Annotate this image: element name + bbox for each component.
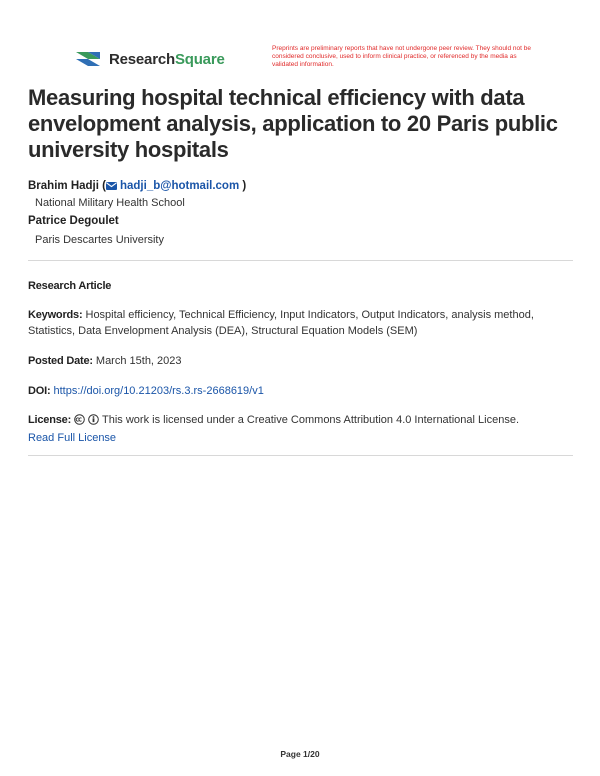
posted-date-value: March 15th, 2023 bbox=[95, 355, 182, 367]
author-1-email[interactable]: hadji_b@hotmail.com bbox=[119, 180, 240, 192]
posted-date-label: Posted Date: bbox=[28, 355, 93, 367]
logo-text-research: Research bbox=[109, 50, 175, 68]
attribution-icon bbox=[88, 414, 99, 430]
logo-text-square: Square bbox=[174, 50, 225, 68]
keywords-section bbox=[28, 307, 573, 339]
posted-date-section bbox=[28, 353, 573, 369]
article-type-label: Research Article bbox=[28, 280, 112, 292]
read-full-license-link[interactable]: Read Full License bbox=[28, 432, 117, 444]
doi-label: DOI: bbox=[28, 385, 51, 397]
license-text: This work is licensed under a Creative Commons Attribution 4.0 International License. bbox=[102, 414, 520, 426]
paper-title: Measuring hospital technical efficiency with data envelopment analysis, application to 20 Paris public university hospitals bbox=[28, 85, 558, 162]
email-icon bbox=[106, 181, 117, 193]
author-1-name: Brahim Hadji bbox=[28, 180, 99, 192]
keywords-label: Keywords: bbox=[28, 309, 83, 321]
author-1: Brahim Hadji ( hadji_b@hotmail.com ) bbox=[28, 180, 247, 192]
license-label: License: bbox=[28, 414, 72, 426]
logo-text bbox=[109, 51, 225, 68]
creative-commons-icon bbox=[74, 414, 85, 430]
divider-bottom bbox=[28, 455, 573, 456]
page-number: Page 1/20 bbox=[280, 749, 320, 759]
doi-link[interactable]: https://doi.org/10.21203/rs.3.rs-2668619/v1 bbox=[53, 385, 264, 397]
research-square-logo[interactable] bbox=[74, 48, 225, 70]
divider-top bbox=[28, 260, 573, 261]
keywords-text: Hospital efficiency, Technical Efficiency, Input Indicators, Output Indicators, analysis method, Statistics, Data Envelopment Analysis (DEA), Structural Equation Models (SEM) bbox=[28, 309, 534, 337]
author-2-name: Patrice Degoulet bbox=[28, 215, 119, 227]
research-square-logo-icon bbox=[74, 48, 102, 70]
author-1-affiliation: National Military Health School bbox=[35, 197, 185, 209]
preprint-notice: Preprints are preliminary reports that have not undergone peer review. They should not be considered conclusive, used to inform clinical practice, or referenced by the media as validated information. bbox=[272, 45, 531, 68]
doi-section bbox=[28, 383, 573, 399]
author-2-affiliation: Paris Descartes University bbox=[35, 234, 164, 246]
article-type bbox=[28, 278, 573, 294]
author-2 bbox=[28, 215, 119, 227]
license-section bbox=[28, 412, 573, 446]
